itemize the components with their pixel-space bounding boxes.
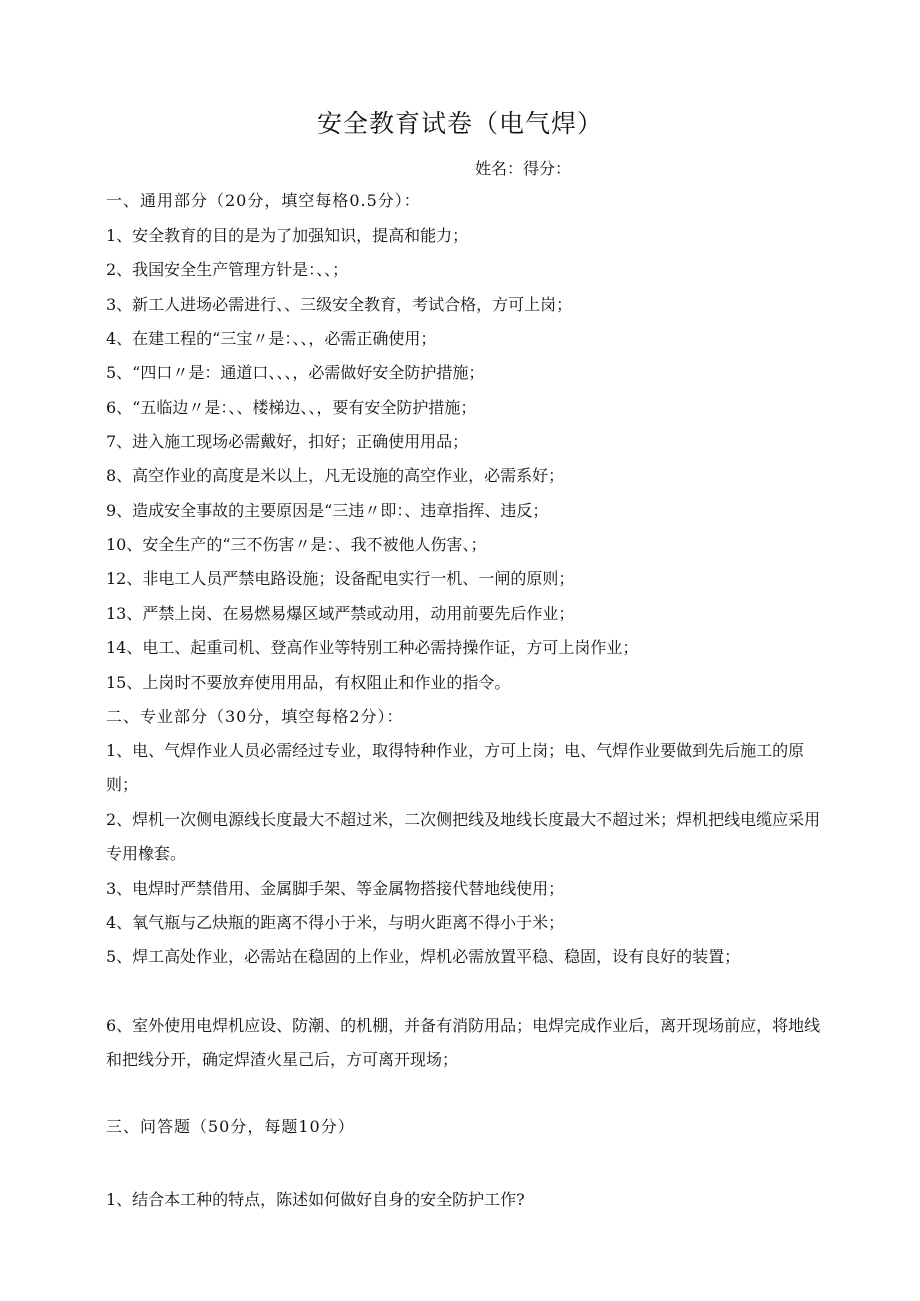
question-item: 2、焊机一次侧电源线长度最大不超过米，二次侧把线及地线长度最大不超过米；焊机把线电缆应采用专用橡套。 <box>106 810 821 863</box>
question-item: 6、“五临边〃是：、、楼梯边、、，要有安全防护措施； <box>106 398 477 417</box>
question-item: 1、安全教育的目的是为了加强知识，提高和能力； <box>106 226 469 245</box>
question-item: 12、非电工人员严禁电路设施；设备配电实行一机、一闸的原则； <box>106 569 575 588</box>
question-item: 1、电、气焊作业人员必需经过专业，取得特种作业，方可上岗；电、气焊作业要做到先后施工的原则； <box>106 741 805 794</box>
question-item: 4、氧气瓶与乙炔瓶的距离不得小于米，与明火距离不得小于米； <box>106 913 565 932</box>
question-item: 5、“四口〃是：通道口、、、，必需做好安全防护措施； <box>106 363 485 382</box>
document-title: 安全教育试卷（电气焊） <box>316 109 603 138</box>
question-item: 1、结合本工种的特点，陈述如何做好自身的安全防护工作? <box>106 1190 525 1209</box>
name-score-line: 姓名：得分： <box>475 159 572 178</box>
question-item: 8、高空作业的高度是米以上，凡无设施的高空作业，必需系好； <box>106 466 565 485</box>
question-item: 3、电焊时严禁借用、金属脚手架、等金属物搭接代替地线使用； <box>106 879 565 898</box>
question-item: 10、安全生产的“三不伤害〃是：、我不被他人伤害、； <box>106 535 487 554</box>
question-item: 15、上岗时不要放弃使用用品，有权阻止和作业的指令。 <box>106 673 511 692</box>
question-item: 2、我国安全生产管理方针是：、、； <box>106 260 349 279</box>
question-item: 14、电工、起重司机、登高作业等特别工种必需持操作证，方可上岗作业； <box>106 638 639 657</box>
question-item: 4、在建工程的“三宝〃是：、、，必需正确使用； <box>106 329 437 348</box>
question-item: 7、进入施工现场必需戴好，扣好；正确使用用品； <box>106 432 469 451</box>
section-heading-qa: 三、问答题（50分，每题10分） <box>106 1117 355 1136</box>
question-item: 9、造成安全事故的主要原因是“三违〃即：、违章指挥、违反； <box>106 501 549 520</box>
section-heading-professional: 二、专业部分（30分，填空每格2分）： <box>106 707 404 726</box>
question-item: 5、焊工高处作业，必需站在稳固的上作业，焊机必需放置平稳、稳固，设有良好的装置； <box>106 947 741 966</box>
question-item: 6、室外使用电焊机应设、防潮、的机棚，并备有消防用品；电焊完成作业后，离开现场前应，将地线和把线分开，确定焊渣火星己后，方可离开现场； <box>106 1016 821 1069</box>
question-item: 3、新工人进场必需进行、、三级安全教育，考试合格，方可上岗； <box>106 295 573 314</box>
question-item: 13、严禁上岗、在易燃易爆区域严禁或动用，动用前要先后作业； <box>106 604 575 623</box>
section-heading-general: 一、通用部分（20分，填空每格0.5分）： <box>106 191 421 210</box>
